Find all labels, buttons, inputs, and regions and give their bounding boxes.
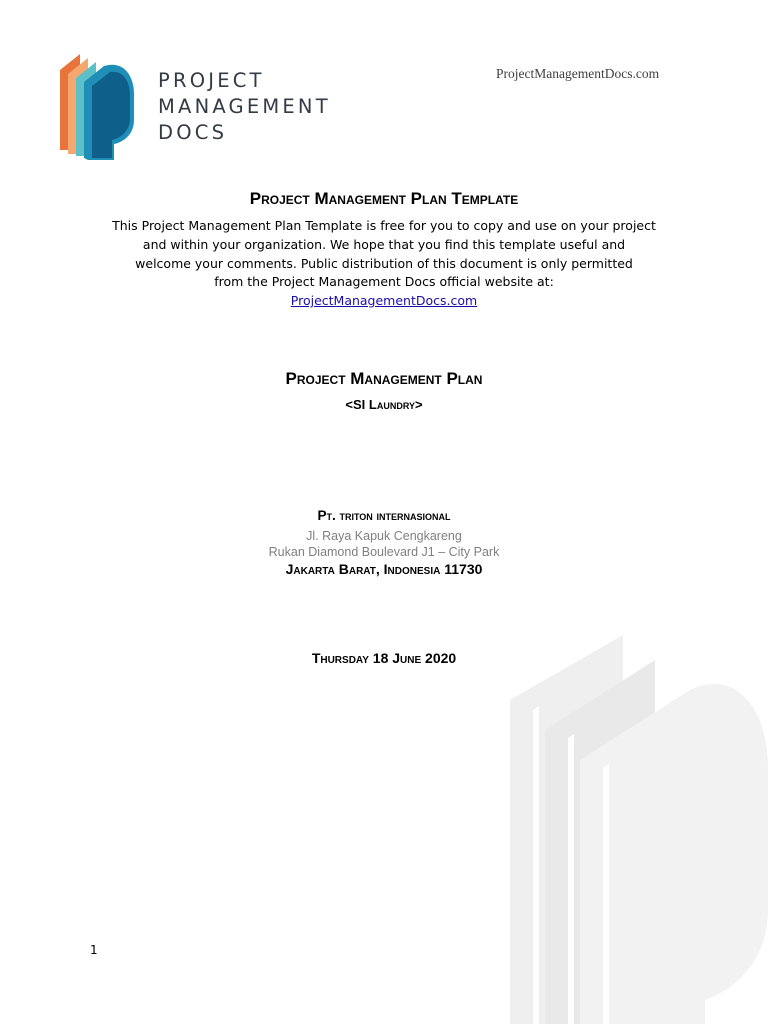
address-line-2: Rukan Diamond Boulevard J1 – City Park <box>268 545 500 559</box>
page-number: 1 <box>90 943 98 957</box>
logo-line-1: PROJECT <box>158 69 265 92</box>
website-link[interactable]: ProjectManagementDocs.com <box>290 293 478 309</box>
logo-line-3: DOCS <box>158 121 228 144</box>
address-line-1: Jl. Raya Kapuk Cengkareng <box>306 529 462 543</box>
notice-line-2: and within your organization. We hope that you find this template useful and <box>142 236 626 252</box>
notice-line-1: This Project Management Plan Template is free for you to copy and use on your project <box>112 218 656 233</box>
city-line: Jakarta Barat, Indonesia 11730 <box>285 561 483 577</box>
document-date: Thursday 18 June 2020 <box>311 650 457 666</box>
notice-line-3: welcome your comments. Public distribution of this document is only permitted <box>135 255 633 271</box>
template-title: Project Management Plan Template <box>249 189 519 208</box>
header-site-url: ProjectManagementDocs.com <box>496 66 660 81</box>
watermark-logo-icon <box>505 630 768 1024</box>
logo-wordmark <box>158 68 331 146</box>
logo-line-2: MANAGEMENT <box>158 95 331 118</box>
plan-title: Project Management Plan <box>285 369 483 388</box>
project-name: <SI Laundry> <box>345 397 423 412</box>
organization-name: Pt. triton internasional <box>317 508 451 523</box>
project-management-docs-logo-icon <box>58 50 134 162</box>
notice-line-4: from the Project Management Docs official website at: <box>214 274 554 290</box>
template-notice <box>0 217 768 311</box>
